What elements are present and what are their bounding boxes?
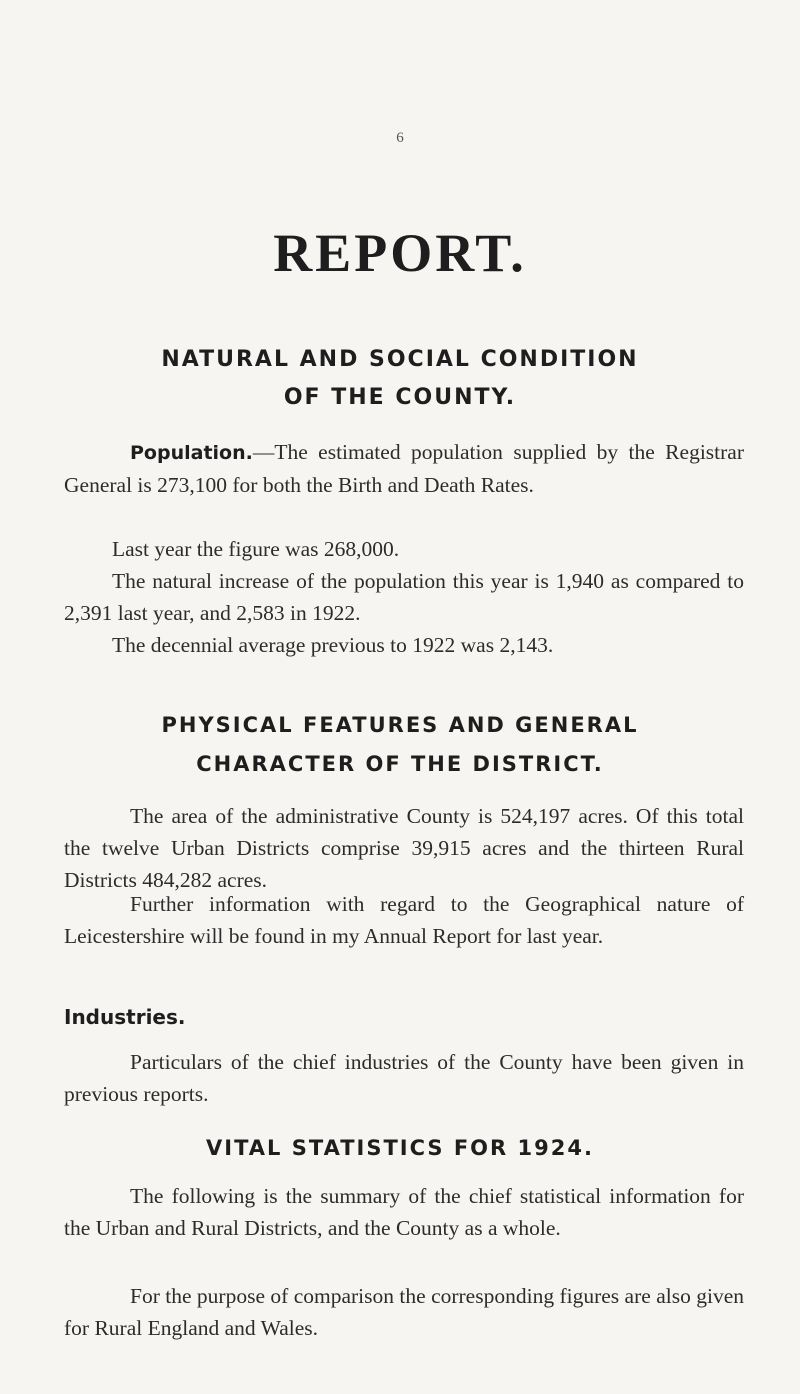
- natural-increase-paragraph: The natural increase of the population this year is 1,940 as compared to 2,391 last year, and 2,583 in 1922.: [64, 569, 744, 625]
- last-year-paragraph: Last year the figure was 268,000.: [112, 537, 400, 561]
- vital-paragraph-2: For the purpose of comparison the corresponding figures are also given for Rural England and Wales.: [64, 1284, 744, 1340]
- industries-paragraph: Particulars of the chief industries of the County have been given in previous reports.: [64, 1050, 744, 1106]
- further-info-paragraph: Further information with regard to the Geographical nature of Leicestershire will be found in my Annual Report for last year.: [64, 892, 744, 948]
- page-number: 6: [396, 130, 404, 146]
- decennial-paragraph: The decennial average previous to 1922 was 2,143.: [112, 633, 554, 657]
- population-label: Population.: [130, 442, 253, 464]
- section-heading-vital: VITAL STATISTICS FOR 1924.: [206, 1136, 594, 1160]
- population-paragraph: [64, 436, 744, 501]
- section-heading-natural-line1: NATURAL AND SOCIAL CONDITION: [161, 347, 639, 372]
- industries-label: Industries.: [64, 1005, 186, 1029]
- section-heading-natural-line2: OF THE COUNTY.: [283, 385, 517, 410]
- section-heading-physical-line2: CHARACTER OF THE DISTRICT.: [196, 752, 604, 776]
- population-text: —The estimated population supplied by the Registrar General is 273,100 for both the Birth and Death Rates.: [64, 440, 744, 497]
- area-paragraph: The area of the administrative County is 524,197 acres. Of this total the twelve Urban Districts comprise 39,915 acres and the thirteen Rural Districts 484,282 acres.: [64, 804, 744, 892]
- page-title: REPORT.: [273, 223, 527, 283]
- vital-paragraph-1: The following is the summary of the chief statistical information for the Urban and Rural Districts, and the County as a whole.: [64, 1184, 744, 1240]
- section-heading-physical-line1: PHYSICAL FEATURES AND GENERAL: [161, 713, 639, 737]
